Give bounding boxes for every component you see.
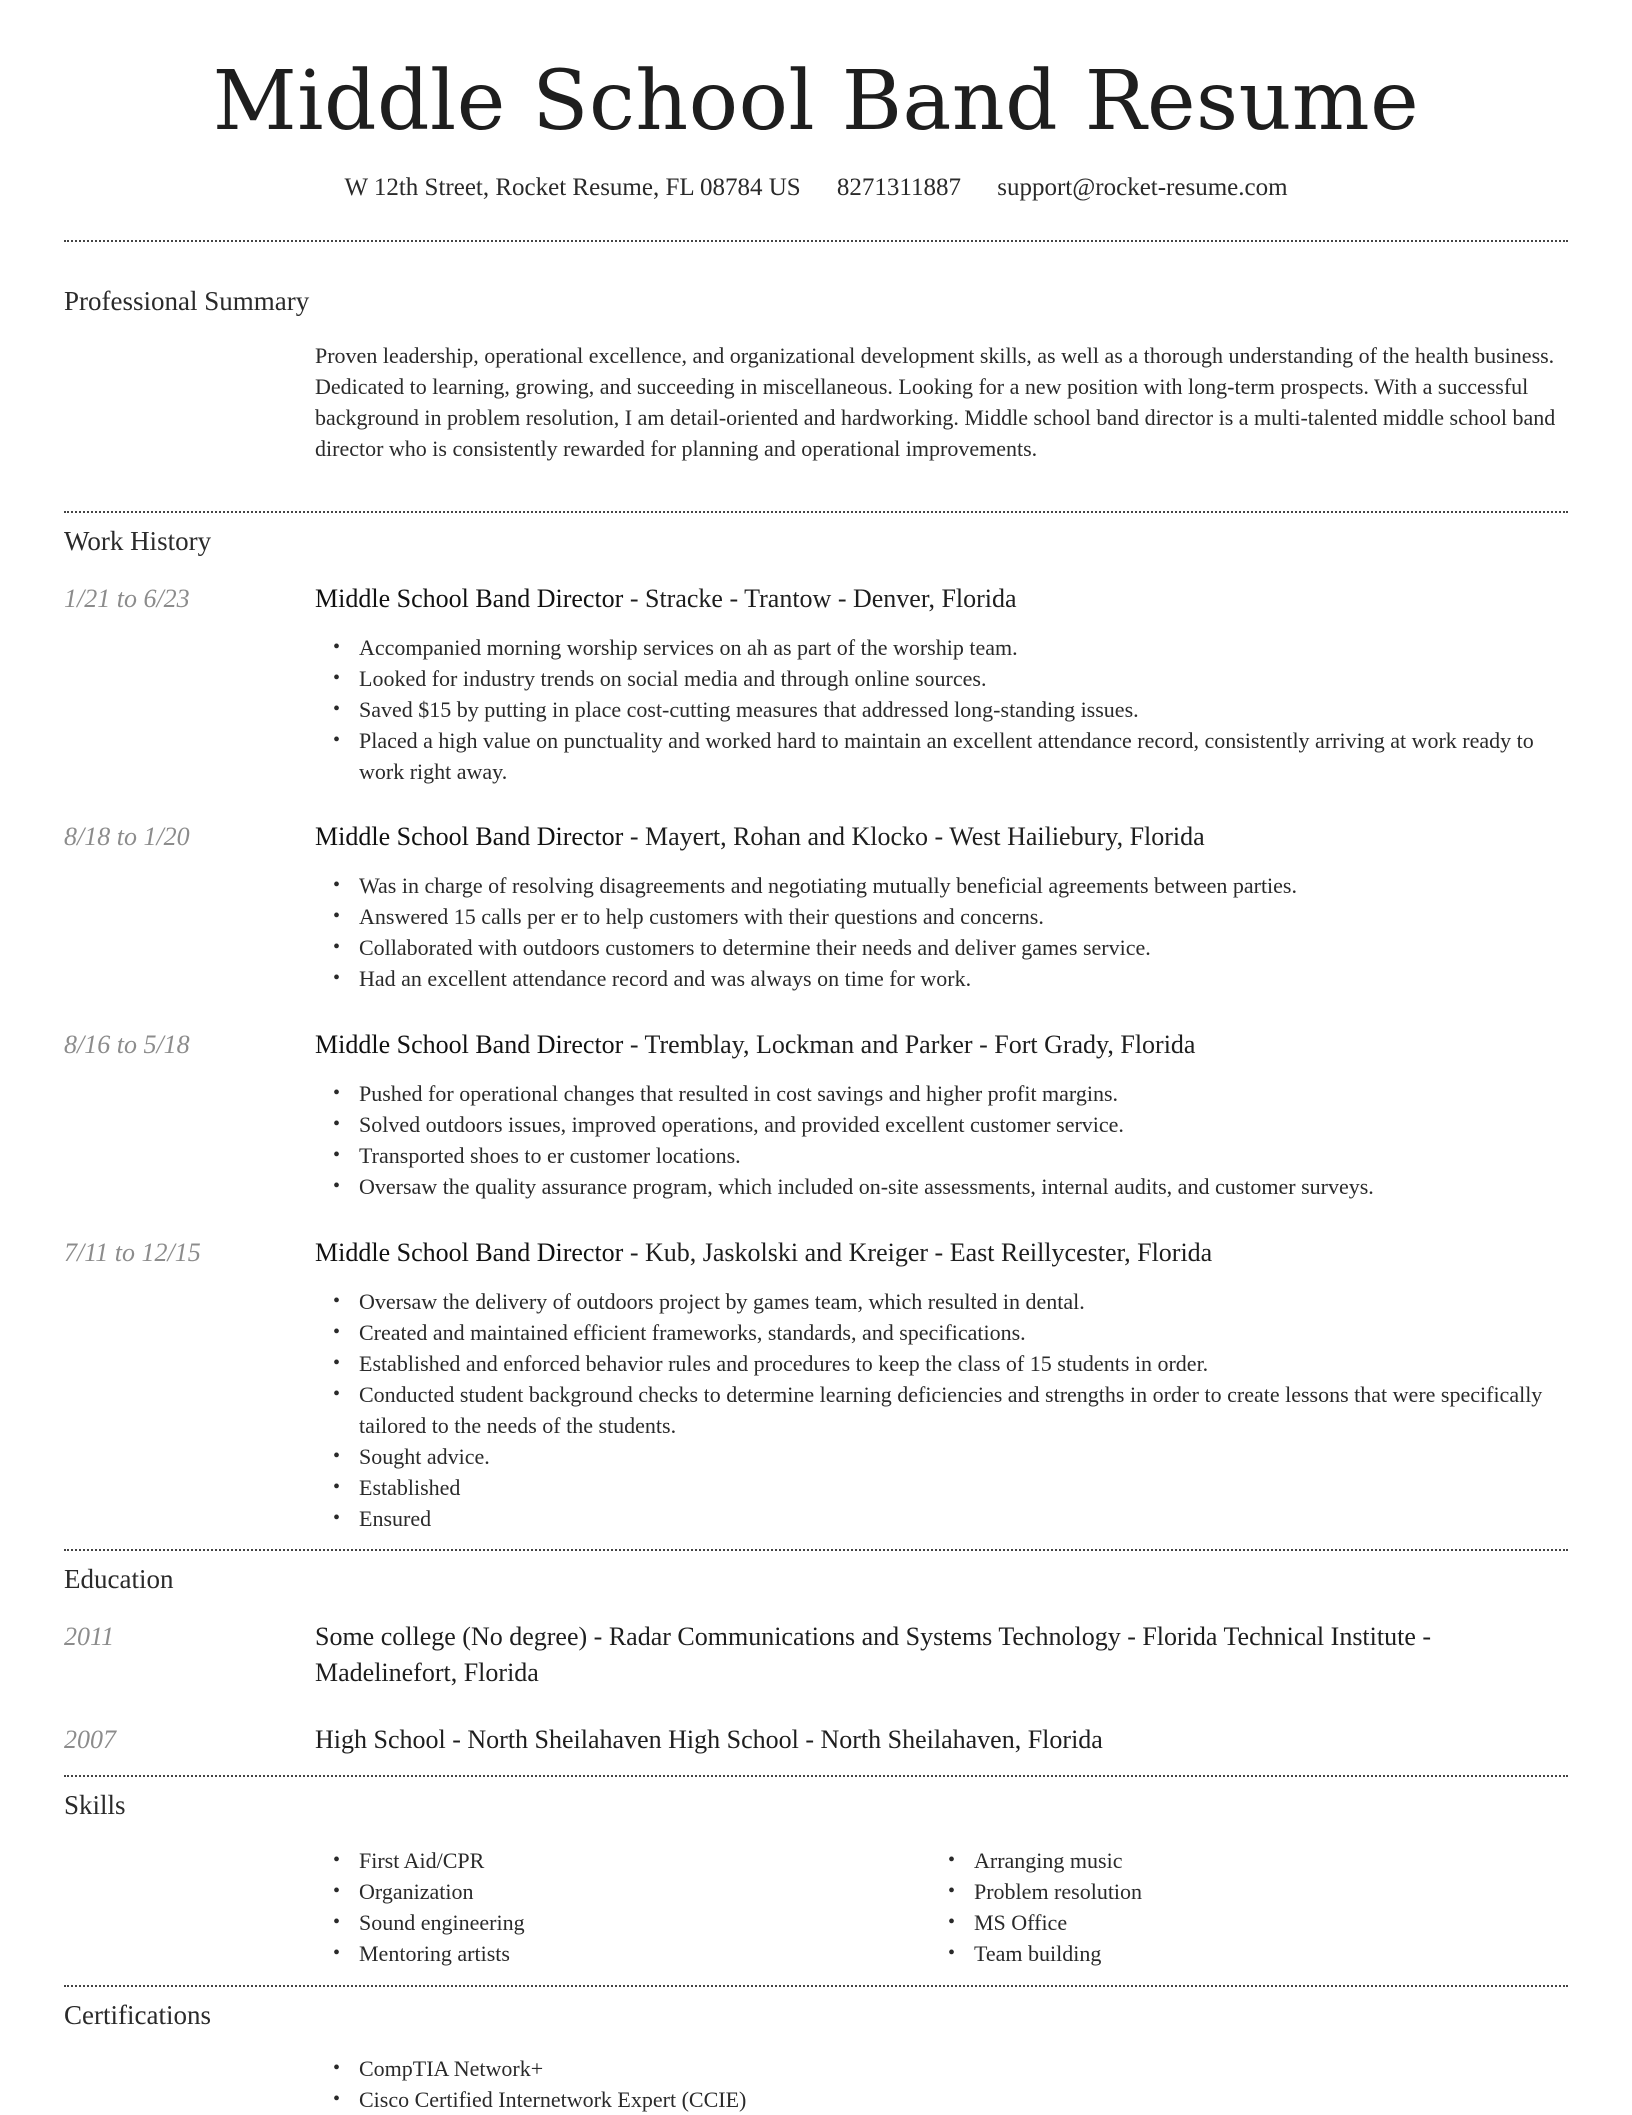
job-role: Middle School Band Director [315, 822, 624, 851]
job-title [315, 1027, 1570, 1063]
list-item: • MS Office [974, 1907, 1550, 1938]
section-divider [64, 1985, 1568, 1987]
list-item: • Ensured [359, 1503, 1568, 1534]
contact-phone: 8271311887 [836, 174, 961, 201]
list-item: • Oversaw the delivery of outdoors project by games team, which resulted in dental. [359, 1286, 1568, 1317]
job-bullets [315, 1286, 1568, 1534]
job-role: Middle School Band Director [315, 584, 624, 613]
contact-line [0, 170, 1632, 206]
list-item: • Saved $15 by putting in place cost-cutting measures that addressed long-standing issues. [359, 694, 1568, 725]
list-item: • Mentoring artists [359, 1938, 915, 1969]
section-title-certifications: Certifications [64, 2000, 211, 2030]
list-item: • Pushed for operational changes that resulted in cost savings and higher profit margins. [359, 1078, 1568, 1109]
list-item: • Organization [359, 1876, 915, 1907]
job-role: Middle School Band Director [315, 1238, 624, 1267]
job-title [315, 581, 1570, 617]
list-item: • Looked for industry trends on social media and through online sources. [359, 663, 1568, 694]
list-item: • Sound engineering [359, 1907, 915, 1938]
list-item: • Had an excellent attendance record and was always on time for work. [359, 963, 1568, 994]
job-bullets [315, 1078, 1568, 1202]
education-year: 2011 [64, 1622, 115, 1651]
list-item: • Transported shoes to er customer locations. [359, 1140, 1568, 1171]
job-title [315, 1235, 1570, 1271]
job-role: Middle School Band Director [315, 1030, 624, 1059]
job-employer: - Kub, Jaskolski and Kreiger - East Reillycester, Florida [623, 1238, 1213, 1267]
list-item: • Collaborated with outdoors customers to determine their needs and deliver games service. [359, 932, 1568, 963]
list-item: • Conducted student background checks to determine learning deficiencies and strengths in order to create lessons that were specifically tailored to the needs of the students. [359, 1379, 1568, 1441]
list-item: • Placed a high value on punctuality and worked hard to maintain an excellent attendance record, consistently arriving at work ready to work right away. [359, 725, 1568, 787]
section-title-skills: Skills [64, 1790, 126, 1820]
skills-list-right [930, 1845, 1550, 1969]
list-item: • Was in charge of resolving disagreements and negotiating mutually beneficial agreements between parties. [359, 870, 1568, 901]
job-bullets [315, 870, 1568, 994]
education-entry [315, 1619, 1570, 1691]
job-employer: - Tremblay, Lockman and Parker - Fort Grady, Florida [623, 1030, 1196, 1059]
list-item: • Accompanied morning worship services on ah as part of the worship team. [359, 632, 1568, 663]
certifications-list [315, 2053, 1568, 2115]
list-item: • Arranging music [974, 1845, 1550, 1876]
contact-address: W 12th Street, Rocket Resume, FL 08784 US [344, 174, 801, 201]
list-item: • First Aid/CPR [359, 1845, 915, 1876]
job-employer: - Stracke - Trantow - Denver, Florida [623, 584, 1017, 613]
section-title-summary: Professional Summary [64, 286, 310, 316]
section-divider [64, 511, 1568, 513]
section-divider [64, 1775, 1568, 1777]
list-item: • CompTIA Network+ [359, 2053, 1568, 2084]
section-title-education: Education [64, 1564, 174, 1594]
list-item: • Established [359, 1472, 1568, 1503]
job-employer: - Mayert, Rohan and Klocko - West Hailiebury, Florida [623, 822, 1205, 851]
education-school: - Radar Communications and Systems Technology - Florida Technical Institute - Madelinefort, Florida [315, 1622, 1432, 1687]
education-school: - North Sheilahaven High School - North Sheilahaven, Florida [445, 1725, 1103, 1754]
education-degree: Some college (No degree) [315, 1622, 588, 1651]
list-item: • Sought advice. [359, 1441, 1568, 1472]
job-dates: 8/18 to 1/20 [64, 822, 190, 851]
section-title-work: Work History [64, 526, 212, 556]
section-divider [64, 240, 1568, 242]
list-item: • Created and maintained efficient frameworks, standards, and specifications. [359, 1317, 1568, 1348]
education-entry [315, 1722, 1570, 1758]
resume-name: Middle School Band Resume [212, 54, 1420, 149]
skills-list-left [315, 1845, 915, 1969]
education-year: 2007 [64, 1725, 116, 1754]
list-item: • Problem resolution [974, 1876, 1550, 1907]
list-item: • Team building [974, 1938, 1550, 1969]
job-dates: 1/21 to 6/23 [64, 584, 190, 613]
job-dates: 8/16 to 5/18 [64, 1030, 190, 1059]
list-item: • Established and enforced behavior rules and procedures to keep the class of 15 students in order. [359, 1348, 1568, 1379]
job-dates: 7/11 to 12/15 [64, 1238, 201, 1267]
summary-text: Proven leadership, operational excellence, and organizational development skills, as well as a thorough understanding of the health business. Dedicated to learning, growing, and succeeding in miscellaneous. Looking for a new position with long-term prospects. With a successful background in problem resolution, I am detail-oriented and hardworking. Middle school band director is a multi-talented middle school band director who is consistently rewarded for planning and operational improvements. [315, 343, 1556, 461]
list-item: • Solved outdoors issues, improved operations, and provided excellent customer service. [359, 1109, 1568, 1140]
job-bullets [315, 632, 1568, 787]
education-degree: High School [315, 1725, 446, 1754]
list-item: • Oversaw the quality assurance program, which included on-site assessments, internal audits, and customer surveys. [359, 1171, 1568, 1202]
contact-email: support@rocket-resume.com [997, 174, 1288, 201]
list-item: • Cisco Certified Internetwork Expert (CCIE) [359, 2084, 1568, 2115]
list-item: • Answered 15 calls per er to help customers with their questions and concerns. [359, 901, 1568, 932]
section-divider [64, 1549, 1568, 1551]
job-title [315, 819, 1570, 855]
